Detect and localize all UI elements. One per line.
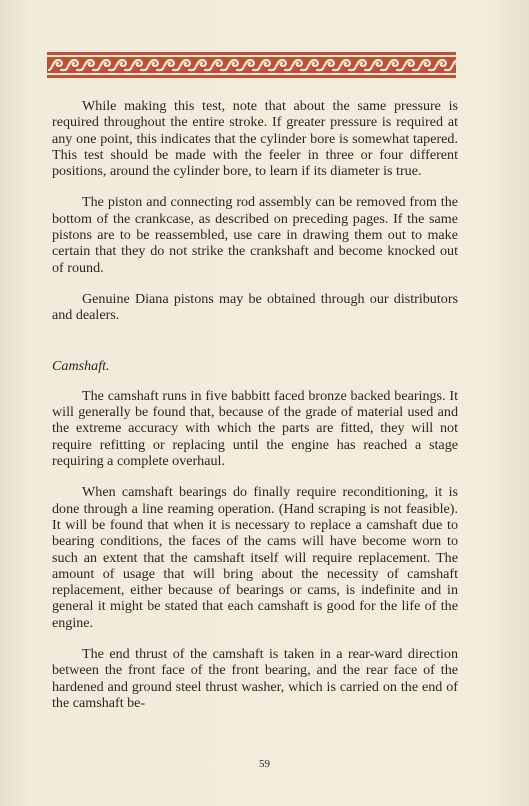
paragraph-feeler-test: While making this test, note that about the same pressure is required throughout the entire stroke. If greater pressure is required at any one point, this indicates that the cylinder bore is somewhat tapered. This test should be made with the feeler in three or four different positions, around the cylinder bore, to learn if its diameter is true.: [52, 98, 458, 180]
paragraph-genuine-pistons: Genuine Diana pistons may be obtained through our distributors and dealers.: [52, 290, 458, 324]
paragraph-bearing-reconditioning: When camshaft bearings do finally require reconditioning, it is done through a line reaming operation. (Hand scraping is not feasible). It will be found that when it is necessary to replace a camshaft due to bearing conditions, the faces of the cams will have become worn to such an extent that the camshaft itself will require replacement. The amount of usage that will bring about the necessity of camshaft replacement, either because of bearings or cams, is indefinite and in general it might be stated that each camshaft is good for the life of the engine.: [52, 484, 458, 631]
page-body: [52, 98, 458, 726]
greek-wave-border-graphic: [47, 52, 456, 78]
greek-wave-border: [47, 52, 456, 78]
section-heading-camshaft: Camshaft.: [52, 357, 110, 374]
paragraph-camshaft-bearings: The camshaft runs in five babbitt faced bronze backed bearings. It will generally be found that, because of the grade of material used and the extreme accuracy with which the parts are fitted, they will not require refitting or replacing until the engine has reached a stage requiring a complete overhaul.: [52, 387, 458, 470]
page-number: 59: [259, 758, 270, 770]
paragraph-end-thrust: The end thrust of the camshaft is taken in a rear-ward direction between the front face of the front bearing, and the rear face of the hardened and ground steel thrust washer, which is carried on the end of the camshaft be-: [52, 646, 458, 711]
paragraph-piston-removal: The piston and connecting rod assembly can be removed from the bottom of the crankcase, as described on preceding pages. If the same pistons are to be reassembled, use care in drawing them out to make certain that they do not strike the crankshaft and become knocked out of round.: [52, 194, 458, 276]
